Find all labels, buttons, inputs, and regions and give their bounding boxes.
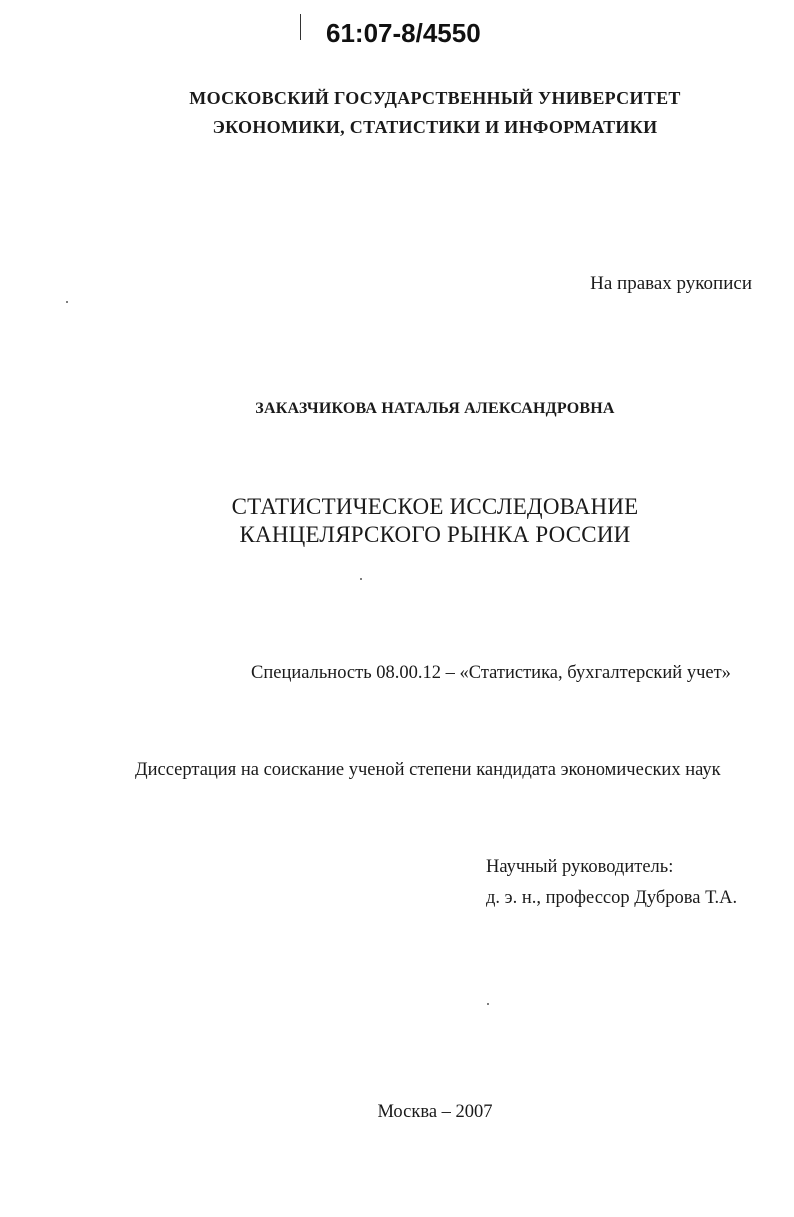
- supervisor-label: Научный руководитель:: [486, 857, 674, 877]
- university-line-1: МОСКОВСКИЙ ГОСУДАРСТВЕННЫЙ УНИВЕРСИТЕТ: [189, 88, 681, 108]
- archive-tick-mark: [300, 14, 301, 40]
- degree-statement: Диссертация на соискание ученой степени кандидата экономических наук: [135, 760, 721, 780]
- title-line-2: КАНЦЕЛЯРСКОГО РЫНКА РОССИИ: [239, 522, 631, 547]
- university-line-2: ЭКОНОМИКИ, СТАТИСТИКИ И ИНФОРМАТИКИ: [212, 117, 658, 137]
- scan-speck: [66, 301, 68, 303]
- city-year: Москва – 2007: [377, 1102, 493, 1122]
- specialty-line: Специальность 08.00.12 – «Статистика, бухгалтерский учет»: [251, 663, 731, 683]
- title-line-1: СТАТИСТИЧЕСКОЕ ИССЛЕДОВАНИЕ: [231, 494, 639, 519]
- scan-speck: [487, 1003, 489, 1005]
- manuscript-rights: На правах рукописи: [590, 273, 752, 294]
- supervisor-name: д. э. н., профессор Дуброва Т.А.: [486, 888, 738, 908]
- scan-speck: [360, 578, 362, 580]
- archive-stamp-code: 61:07-8/4550: [326, 18, 481, 48]
- dissertation-title: [0, 493, 794, 549]
- author-name: ЗАКАЗЧИКОВА НАТАЛЬЯ АЛЕКСАНДРОВНА: [255, 400, 615, 417]
- university-name: [0, 84, 794, 142]
